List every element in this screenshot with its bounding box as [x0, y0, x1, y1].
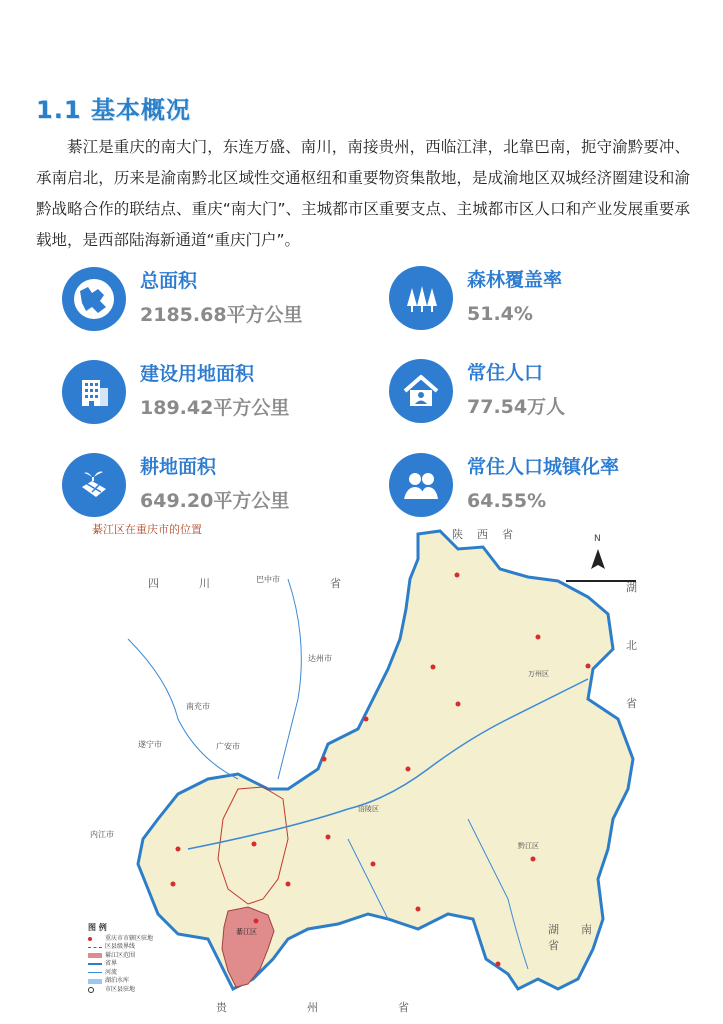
stat-forest-coverage	[389, 266, 562, 330]
province-label-hubei: 湖 北 省	[626, 581, 637, 710]
legend-item: 区县级界线	[88, 943, 168, 952]
stat-farmland	[62, 453, 289, 517]
river	[278, 579, 301, 779]
stat-label: 建设用地面积	[140, 363, 255, 385]
stat-construction-land	[62, 360, 289, 424]
farmland-icon	[62, 453, 126, 517]
legend-item: 湖泊水库	[88, 977, 168, 986]
river	[128, 639, 238, 779]
section-title: 1.1 基本概况	[36, 96, 191, 124]
legend-item: 市区县驻地	[88, 986, 168, 995]
intro-paragraph: 綦江是重庆的南大门，东连万盛、南川，南接贵州，西临江津，北靠巴南，扼守渝黔要冲、承南启北，历来是渝南黔北区域性交通枢纽和重要物资集散地，是成渝地区双城经济圈建设和渝黔战略合作的联结点、重庆“南大门”、主城都市区重要支点、主城都市区人口和产业发展重要承载地，是西部陆海新通道“重庆门户”。	[36, 138, 690, 249]
stat-value: 77.54万人	[467, 396, 566, 418]
city-label: 涪陵区	[358, 805, 379, 813]
city-label: 万州区	[528, 670, 549, 678]
building-icon	[62, 360, 126, 424]
stat-label: 总面积	[140, 270, 198, 292]
city-label: 遂宁市	[138, 740, 162, 749]
stat-value: 189.42平方公里	[140, 397, 290, 419]
stat-urbanization-rate	[389, 453, 619, 517]
legend-item: 綦江区范围	[88, 952, 168, 961]
stat-label: 耕地面积	[140, 456, 217, 478]
city-label: 内江市	[90, 830, 114, 839]
city-label: 南充市	[186, 702, 210, 711]
people-group-icon	[389, 453, 453, 517]
province-label-shaanxi: 陕西省	[452, 528, 527, 541]
house-person-icon	[389, 359, 453, 423]
location-map	[88, 519, 643, 1024]
stat-label: 常住人口城镇化率	[467, 456, 620, 478]
stat-value: 649.20平方公里	[140, 490, 290, 512]
province-label-guizhou: 贵州省	[216, 1001, 489, 1014]
stat-value: 2185.68平方公里	[140, 304, 303, 326]
province-label-hunan: 湖南省	[548, 923, 614, 952]
stat-total-area	[62, 267, 303, 331]
province-label-sichuan: 四 川 省	[148, 577, 341, 590]
legend-item: 重庆市市辖区驻地	[88, 935, 168, 944]
stat-value: 64.55%	[467, 490, 547, 512]
stat-resident-population	[389, 359, 565, 423]
stat-value: 51.4%	[467, 303, 533, 325]
city-label: 綦江区	[236, 928, 257, 936]
stat-label: 常住人口	[467, 362, 544, 384]
city-label: 广安市	[216, 742, 240, 751]
legend-title: 图 例	[88, 923, 107, 932]
legend-item: 省界	[88, 960, 168, 969]
forest-icon	[389, 266, 453, 330]
map-icon	[62, 267, 126, 331]
stat-label: 森林覆盖率	[467, 269, 563, 291]
svg-text:N: N	[594, 534, 601, 544]
map-legend	[88, 924, 168, 994]
city-label: 达州市	[308, 654, 332, 663]
map-caption: 綦江区在重庆市的位置	[92, 523, 202, 536]
city-label: 巴中市	[256, 575, 280, 584]
legend-item: 河流	[88, 969, 168, 978]
city-label: 黔江区	[518, 842, 539, 850]
qijiang-district	[222, 907, 274, 987]
